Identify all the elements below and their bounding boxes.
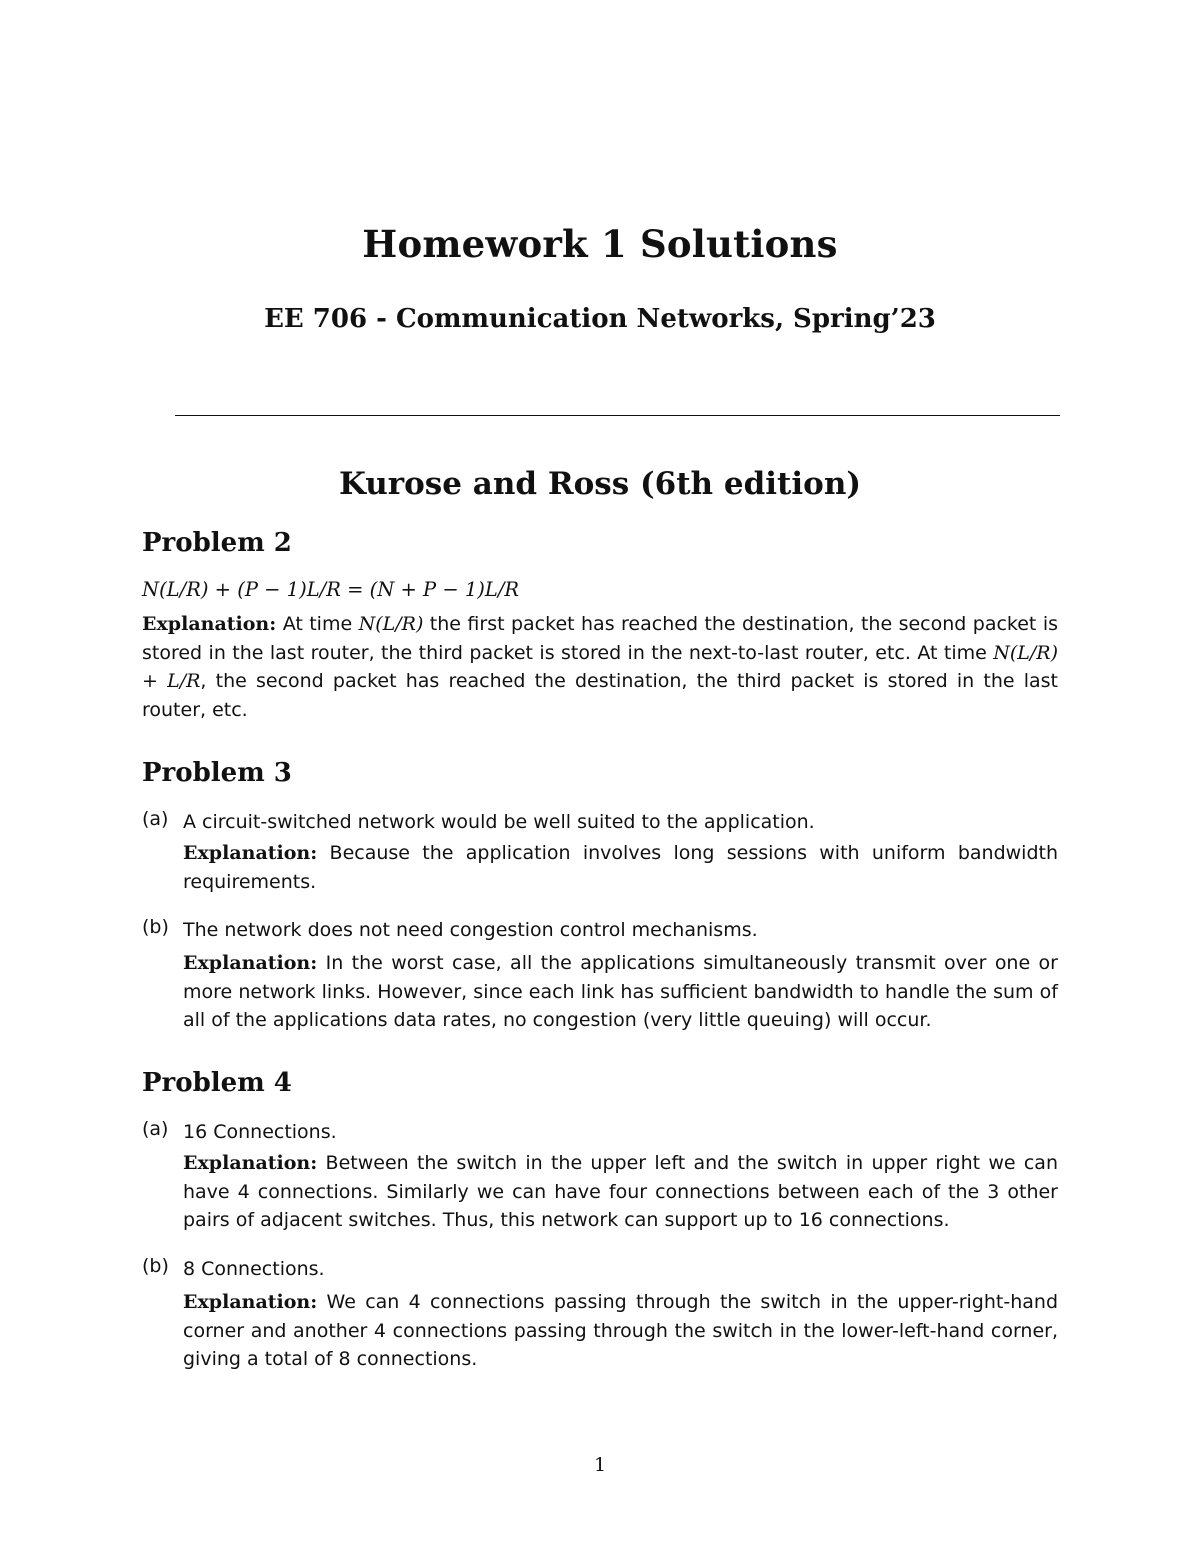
horizontal-rule	[175, 415, 1060, 416]
problem-3b-explanation: Explanation: In the worst case, all the applications simultaneously transmit over one or more network links. However, since each link has sufficient bandwidth to handle the sum of all of the applications data rates, no congestion (very little queuing) will occur.	[183, 952, 1058, 1031]
explanation-label: Explanation:	[183, 842, 318, 864]
page-title: Homework 1 Solutions	[362, 222, 838, 266]
problem-4-heading: Problem 4	[142, 1068, 292, 1098]
problem-4b-label: (b)	[142, 1255, 169, 1277]
problem-2-formula: N(L/R) + (P − 1)L/R = (N + P − 1)L/R	[142, 578, 520, 601]
explanation-label: Explanation:	[142, 613, 277, 635]
inline-math: N(L/R)	[358, 613, 424, 635]
explanation-label: Explanation:	[183, 1152, 318, 1174]
problem-3a-answer: A circuit-switched network would be well suited to the application.	[183, 811, 815, 833]
problem-3a-label: (a)	[142, 808, 169, 830]
section-title: Kurose and Ross (6th edition)	[338, 466, 862, 502]
explanation-label: Explanation:	[183, 952, 318, 974]
problem-4b-answer: 8 Connections.	[183, 1258, 325, 1280]
course-subtitle: EE 706 - Communication Networks, Spring’23	[264, 304, 936, 334]
inline-math: N(L/R) + L/R	[142, 641, 1058, 692]
problem-3-heading: Problem 3	[142, 758, 292, 788]
problem-3a-explanation: Explanation: Because the application involves long sessions with uniform bandwidth requirements.	[183, 842, 1058, 893]
page-number: 1	[593, 1454, 607, 1476]
explanation-label: Explanation:	[183, 1291, 318, 1313]
problem-2-heading: Problem 2	[142, 528, 292, 558]
problem-2-explanation: Explanation: At time N(L/R) the first packet has reached the destination, the second packet is stored in the last router, the third packet is stored in the next-to-last router, etc. At time N(L/R) + L/R, the second packet has reached the destination, the third packet is stored in the last router, etc.	[142, 613, 1058, 721]
problem-3b-answer: The network does not need congestion control mechanisms.	[183, 919, 758, 941]
problem-3b-label: (b)	[142, 916, 169, 938]
problem-4b-explanation: Explanation: We can 4 connections passing through the switch in the upper-right-hand corner and another 4 connections passing through the switch in the lower-left-hand corner, giving a total of 8 connections.	[183, 1291, 1059, 1370]
problem-4a-answer: 16 Connections.	[183, 1121, 337, 1143]
problem-4a-explanation: Explanation: Between the switch in the upper left and the switch in upper right we can have 4 connections. Similarly we can have four connections between each of the 3 other pairs of adjacent switches. Thus, this network can support up to 16 connections.	[183, 1152, 1058, 1231]
problem-4a-label: (a)	[142, 1118, 169, 1140]
